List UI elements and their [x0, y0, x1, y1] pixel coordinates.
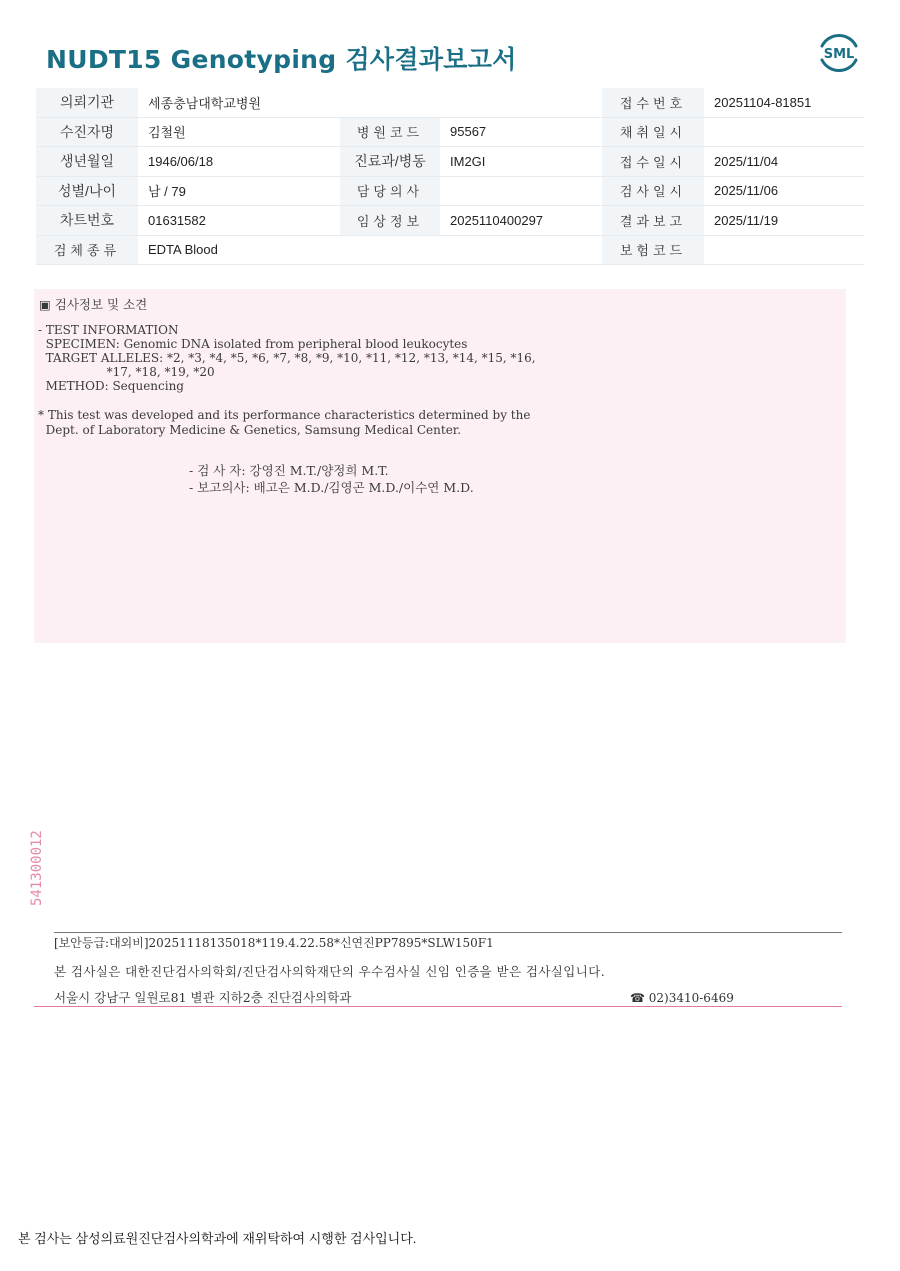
info-row — [36, 176, 864, 206]
empty-cell — [340, 88, 440, 117]
field-label: 접수번호 — [602, 88, 704, 117]
stamp-number: 541300012 — [29, 830, 45, 906]
field-value — [440, 176, 602, 206]
info-row — [36, 147, 864, 177]
info-row — [36, 235, 864, 265]
field-value: 2025/11/06 — [704, 176, 864, 206]
field-label: 차트번호 — [36, 206, 138, 236]
field-value: 1946/06/18 — [138, 147, 340, 177]
field-value — [704, 235, 864, 265]
field-label: 채취일시 — [602, 117, 704, 147]
field-value: 세종충남대학교병원 — [138, 88, 340, 117]
field-value: 김철원 — [138, 117, 340, 147]
field-label: 보험코드 — [602, 235, 704, 265]
field-value — [704, 117, 864, 147]
lab-phone: ☎ 02)3410-6469 — [630, 991, 734, 1005]
info-row — [36, 88, 864, 117]
disclaimer-line: Dept. of Laboratory Medicine & Genetics, Samsung Medical Center. — [38, 423, 462, 437]
test-info-line: TARGET ALLELES: *2, *3, *4, *5, *6, *7, *8, *9, *10, *11, *12, *13, *14, *15, *16, — [38, 351, 536, 365]
field-label: 검체종류 — [36, 235, 138, 265]
field-label: 접수일시 — [602, 147, 704, 177]
test-info-line: *17, *18, *19, *20 — [38, 365, 215, 379]
field-value: IM2GI — [440, 147, 602, 177]
divider — [34, 1006, 842, 1007]
logo-text: SML — [823, 47, 855, 62]
reporter-line: - 보고의사: 배고은 M.D./김영곤 M.D./이수연 M.D. — [189, 480, 474, 495]
field-value — [440, 235, 602, 265]
field-value: 2025110400297 — [440, 206, 602, 236]
field-label: 진료과/병동 — [340, 147, 440, 177]
field-label: 수진자명 — [36, 117, 138, 147]
field-label: 성별/나이 — [36, 176, 138, 206]
divider — [54, 932, 842, 933]
certification-text: 본 검사실은 대한진단검사의학회/진단검사의학재단의 우수검사실 신임 인증을 받은 검사실입니다. — [54, 964, 606, 979]
field-value — [440, 88, 602, 117]
section-title: ▣ 검사정보 및 소견 — [39, 297, 148, 312]
field-value: 2025/11/04 — [704, 147, 864, 177]
examiner-line: - 검 사 자: 강영진 M.T./양정희 M.T. — [189, 463, 389, 478]
side-stamp — [24, 798, 48, 906]
field-label: 검사일시 — [602, 176, 704, 206]
empty-cell — [340, 235, 440, 265]
lab-footer — [34, 928, 842, 1010]
field-label: 담당의사 — [340, 176, 440, 206]
field-value: EDTA Blood — [138, 235, 340, 265]
test-info-line: - TEST INFORMATION — [38, 323, 179, 337]
sml-logo-icon — [816, 30, 862, 76]
field-value: 01631582 — [138, 206, 340, 236]
field-label: 생년월일 — [36, 147, 138, 177]
info-row — [36, 117, 864, 147]
field-label: 병원코드 — [340, 117, 440, 147]
field-label: 결과보고 — [602, 206, 704, 236]
field-label: 의뢰기관 — [36, 88, 138, 117]
field-value: 95567 — [440, 117, 602, 147]
patient-info-table — [36, 88, 864, 265]
test-info-line: METHOD: Sequencing — [38, 379, 184, 393]
disclaimer-line: * This test was developed and its performance characteristics determined by the — [38, 408, 531, 422]
field-value: 남 / 79 — [138, 176, 340, 206]
test-info-line: SPECIMEN: Genomic DNA isolated from peripheral blood leukocytes — [38, 337, 468, 351]
report-title: NUDT15 Genotyping 검사결과보고서 — [46, 45, 517, 74]
info-row — [36, 206, 864, 236]
lab-address: 서울시 강남구 일원로81 별관 지하2층 진단검사의학과 — [54, 990, 352, 1005]
field-value: 20251104-81851 — [704, 88, 864, 117]
scanned-report — [34, 289, 846, 643]
field-value: 2025/11/19 — [704, 206, 864, 236]
security-line: [보안등급:대외비]20251118135018*119.4.22.58*신연진PP7895*SLW150F1 — [54, 936, 494, 950]
field-label: 임상정보 — [340, 206, 440, 236]
outsourcing-note: 본 검사는 삼성의료원진단검사의학과에 재위탁하여 시행한 검사입니다. — [18, 1231, 417, 1246]
